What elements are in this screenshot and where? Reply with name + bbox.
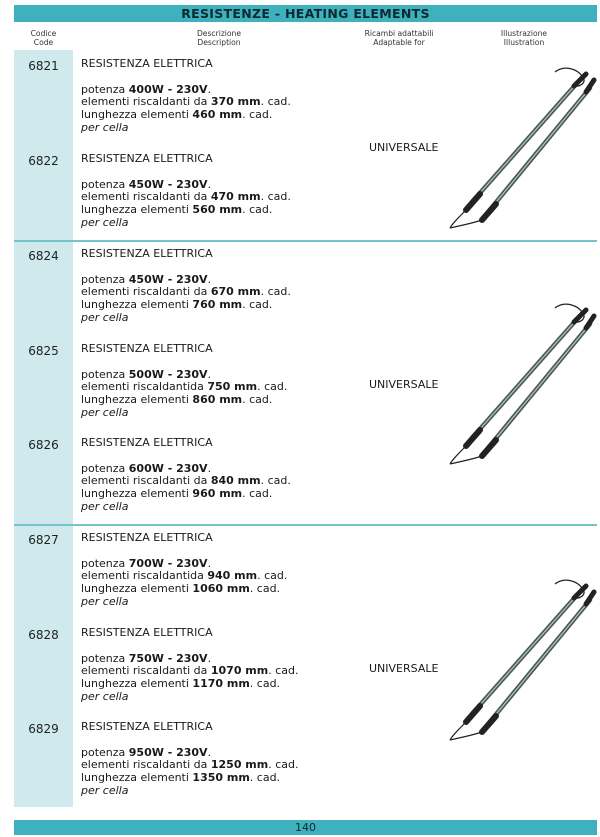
product-code: 6821 (28, 59, 59, 73)
power-value: 700W - 230V (128, 556, 208, 570)
power-value: 750W - 230V (128, 651, 208, 665)
element-label: elementi riscaldanti da (81, 664, 211, 678)
unit-suffix: . cad. (268, 758, 299, 772)
product-description (81, 721, 366, 798)
length-label: lunghezza elementi (81, 677, 193, 691)
power-label: potenza (81, 272, 129, 286)
product-description (81, 248, 366, 325)
page-number: 140 (295, 821, 316, 834)
length-label: lunghezza elementi (81, 771, 193, 785)
element-value: 1070 mm (210, 664, 269, 678)
group-divider (14, 524, 597, 526)
unit-suffix: . cad. (257, 569, 288, 583)
product-title: RESISTENZA ELETTRICA (81, 57, 213, 70)
adaptable-text: UNIVERSALE (369, 141, 439, 154)
heating-element-illustration (440, 62, 600, 232)
power-value: 500W - 230V (128, 367, 208, 381)
length-label: lunghezza elementi (81, 298, 193, 312)
total-length-line (81, 204, 366, 217)
product-code: 6825 (28, 344, 59, 358)
unit-suffix: . cad. (260, 95, 291, 109)
unit-suffix: . cad. (242, 393, 273, 407)
unit-suffix: . cad. (242, 108, 273, 122)
power-label: potenza (81, 556, 129, 570)
group-divider (14, 240, 597, 242)
product-code: 6827 (28, 533, 59, 547)
col-adapt-it: Ricambi adattabili (364, 29, 434, 38)
total-length-line (81, 299, 366, 312)
heating-element-icon (450, 304, 594, 464)
per-cell-note: per cella (81, 120, 129, 134)
column-header (14, 22, 597, 50)
total-length-line (81, 772, 366, 785)
element-value: 750 mm (207, 380, 258, 394)
power-label: potenza (81, 82, 129, 96)
heating-element-illustration (440, 298, 600, 468)
col-adapt-header (354, 29, 444, 47)
col-adapt-en: Adaptable for (373, 38, 425, 47)
element-label: elementi riscaldantida (81, 380, 208, 394)
length-value: 560 mm (192, 203, 243, 217)
unit-suffix: . cad. (249, 771, 281, 785)
unit-suffix: . cad. (260, 474, 291, 488)
element-label: elementi riscaldanti da (81, 758, 211, 772)
unit-suffix: . cad. (257, 380, 288, 394)
total-length-line (81, 678, 366, 691)
adaptable-text: UNIVERSALE (369, 662, 439, 675)
power-value: 400W - 230V (128, 82, 208, 96)
power-label: potenza (81, 745, 129, 759)
element-label: elementi riscaldanti da (81, 285, 211, 299)
product-code: 6822 (28, 154, 59, 168)
power-label: potenza (81, 461, 129, 475)
power-line: potenza 450W - 230V. (81, 177, 212, 191)
length-value: 1350 mm (192, 771, 250, 785)
element-value: 670 mm (210, 285, 261, 299)
product-code: 6829 (28, 722, 59, 736)
length-label: lunghezza elementi (81, 582, 193, 596)
product-code: 6828 (28, 628, 59, 642)
product-description (81, 437, 366, 514)
power-line: potenza 600W - 230V. (81, 461, 212, 475)
power-label: potenza (81, 177, 129, 191)
element-value: 1250 mm (210, 758, 269, 772)
product-title: RESISTENZA ELETTRICA (81, 342, 213, 355)
heating-element-icon (450, 68, 594, 228)
product-description (81, 153, 366, 230)
element-label: elementi riscaldanti da (81, 474, 211, 488)
power-line: potenza 500W - 230V. (81, 367, 212, 381)
product-code: 6826 (28, 438, 59, 452)
element-label: elementi riscaldantida (81, 569, 208, 583)
length-label: lunghezza elementi (81, 203, 193, 217)
col-desc-header (104, 29, 334, 47)
product-title: RESISTENZA ELETTRICA (81, 436, 213, 449)
unit-suffix: . cad. (260, 190, 291, 204)
power-value: 950W - 230V (128, 745, 208, 759)
length-value: 960 mm (192, 487, 243, 501)
col-desc-en: Description (197, 38, 241, 47)
power-line: potenza 950W - 230V. (81, 745, 212, 759)
unit-suffix: . cad. (249, 677, 281, 691)
power-line: potenza 750W - 230V. (81, 651, 212, 665)
element-label: elementi riscaldanti da (81, 190, 211, 204)
per-cell-note: per cella (81, 689, 129, 703)
power-value: 450W - 230V (128, 177, 208, 191)
product-title: RESISTENZA ELETTRICA (81, 626, 213, 639)
length-label: lunghezza elementi (81, 108, 193, 122)
total-length-line (81, 583, 366, 596)
total-length-line (81, 109, 366, 122)
col-desc-it: Descrizione (196, 29, 242, 38)
product-title: RESISTENZA ELETTRICA (81, 720, 213, 733)
product-title: RESISTENZA ELETTRICA (81, 152, 213, 165)
unit-suffix: . cad. (242, 487, 273, 501)
unit-suffix: . cad. (242, 203, 273, 217)
unit-suffix: . cad. (249, 582, 281, 596)
length-value: 1170 mm (192, 677, 250, 691)
adaptable-text: UNIVERSALE (369, 378, 439, 391)
total-length-line (81, 394, 366, 407)
element-value: 370 mm (210, 95, 261, 109)
product-title: RESISTENZA ELETTRICA (81, 247, 213, 260)
unit-suffix: . cad. (242, 298, 273, 312)
product-code: 6824 (28, 249, 59, 263)
col-illus-en: Illustration (503, 38, 545, 47)
col-code-it: Codice (30, 29, 57, 38)
product-description (81, 58, 366, 135)
col-code-en: Code (33, 38, 54, 47)
per-cell-note: per cella (81, 499, 129, 513)
length-label: lunghezza elementi (81, 487, 193, 501)
power-value: 600W - 230V (128, 461, 208, 475)
length-value: 460 mm (192, 108, 243, 122)
unit-suffix: . cad. (260, 285, 291, 299)
power-label: potenza (81, 651, 129, 665)
power-value: 450W - 230V (128, 272, 208, 286)
element-label: elementi riscaldanti da (81, 95, 211, 109)
page-title: RESISTENZE - HEATING ELEMENTS (14, 5, 597, 22)
length-value: 1060 mm (192, 582, 250, 596)
per-cell-note: per cella (81, 594, 129, 608)
length-value: 860 mm (192, 393, 243, 407)
product-description (81, 343, 366, 420)
length-value: 760 mm (192, 298, 243, 312)
element-value: 940 mm (207, 569, 258, 583)
col-illus-it: Illustrazione (500, 29, 548, 38)
length-label: lunghezza elementi (81, 393, 193, 407)
power-line: potenza 450W - 230V. (81, 272, 212, 286)
element-value: 840 mm (210, 474, 261, 488)
per-cell-note: per cella (81, 405, 129, 419)
element-value: 470 mm (210, 190, 261, 204)
product-title: RESISTENZA ELETTRICA (81, 531, 213, 544)
power-label: potenza (81, 367, 129, 381)
heating-element-illustration (440, 574, 600, 744)
heating-element-icon (450, 580, 594, 740)
col-code-header (14, 29, 73, 47)
total-length-line (81, 488, 366, 501)
page-footer (14, 820, 597, 835)
power-line: potenza 700W - 230V. (81, 556, 212, 570)
product-description (81, 627, 366, 704)
per-cell-note: per cella (81, 783, 129, 797)
per-cell-note: per cella (81, 310, 129, 324)
unit-suffix: . cad. (268, 664, 299, 678)
per-cell-note: per cella (81, 215, 129, 229)
power-line: potenza 400W - 230V. (81, 82, 212, 96)
col-illus-header (479, 29, 569, 47)
product-description (81, 532, 366, 609)
